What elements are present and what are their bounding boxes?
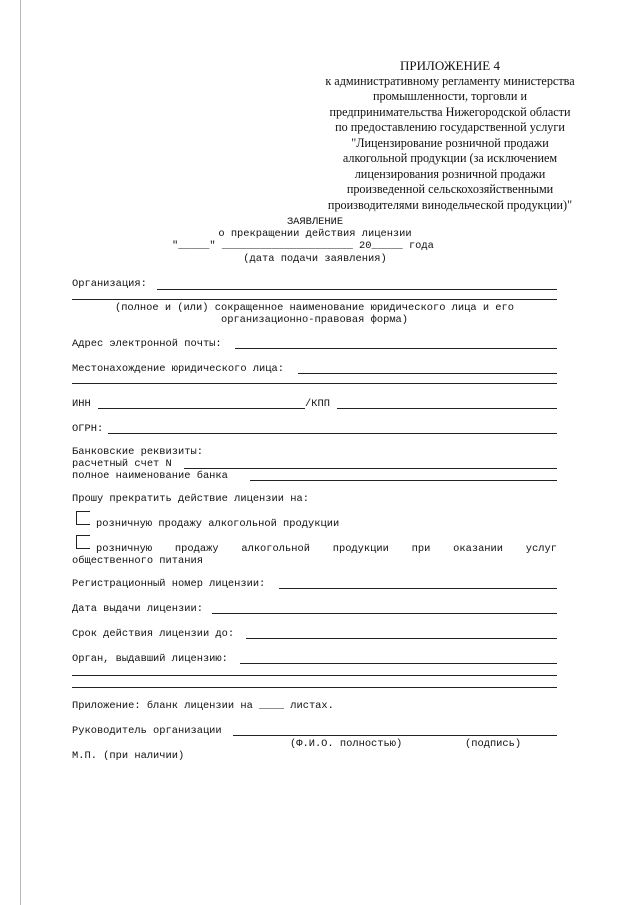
issue-date-label: Дата выдачи лицензии: [72,603,203,615]
head-field[interactable] [233,735,557,736]
account-label: расчетный счет N [72,458,172,470]
email-field[interactable] [235,348,557,349]
signature-caption: (подпись) [465,738,522,750]
scan-edge [20,0,21,905]
inn-field[interactable] [98,408,305,409]
bank-name-label: полное наименование банка [72,470,228,482]
date-line: "_____" _____________________ 20_____ года [172,240,434,252]
option-2-word: продукции [332,543,389,555]
ogrn-field[interactable] [108,433,557,434]
annex-line: к административному регламенту министерства [325,73,575,88]
location-label: Местонахождение юридического лица: [72,363,285,375]
annex-line: производителями винодельческой продукции)" [327,197,573,212]
request-label: Прошу прекратить действие лицензии на: [72,493,309,505]
date-caption: (дата подачи заявления) [243,253,387,265]
attachment-text: Приложение: бланк лицензии на ____ листах. [72,700,334,712]
option-2-checkbox[interactable] [76,535,90,549]
validity-label: Срок действия лицензии до: [72,628,235,640]
validity-field[interactable] [246,638,557,639]
annex-line: произведенной сельскохозяйственными [346,182,554,196]
bank-name-field[interactable] [250,480,557,481]
option-2-word: услуг [525,543,557,555]
issuer-field-2[interactable] [72,675,557,676]
reg-number-field[interactable] [279,588,557,589]
ogrn-label: ОГРН: [72,423,104,435]
org-caption: (полное и (или) сокращенное наименование юридического лица и его [114,302,515,314]
issuer-label: Орган, выдавший лицензию: [72,653,228,665]
option-2-word: оказании [453,543,504,555]
location-field[interactable] [298,373,557,374]
org-label: Организация: [72,278,147,290]
inn-label: ИНН [72,398,91,410]
kpp-label: /КПП [305,398,330,410]
annex-line: "Лицензирование розничной продажи [351,135,549,150]
annex-title: ПРИЛОЖЕНИЕ 4 [400,58,500,73]
bank-label: Банковские реквизиты: [72,446,203,458]
org-caption: организационно-правовая форма) [220,314,409,326]
option-1-checkbox[interactable] [76,511,90,525]
option-2-word: розничную [96,543,153,555]
option-2-label-line2: общественного питания [72,555,203,567]
option-1-label: розничную продажу алкогольной продукции [96,518,340,530]
head-label: Руководитель организации [72,725,222,737]
account-field[interactable] [184,468,557,469]
annex-block [300,58,600,213]
annex-line: предпринимательства Нижегородской области [329,104,571,119]
document-subtitle: о прекращении действия лицензии [218,228,412,240]
annex-line: по предоставлению государственной услуги [335,120,565,134]
fio-caption: (Ф.И.О. полностью) [290,738,403,750]
issuer-field[interactable] [240,663,557,664]
org-line-2[interactable] [72,299,557,300]
annex-line: лицензирования розничной продажи [354,166,546,181]
annex-line: алкогольной продукции (за исключением [342,151,558,165]
option-2-word: при [411,543,431,555]
reg-number-label: Регистрационный номер лицензии: [72,578,266,590]
kpp-field[interactable] [337,408,557,409]
issuer-field-3[interactable] [72,687,557,688]
annex-line: промышленности, торговли и [373,89,527,103]
org-line[interactable] [157,289,557,290]
email-label: Адрес электронной почты: [72,338,222,350]
option-2-word: продажу [174,543,219,555]
stamp-text: М.П. (при наличии) [72,750,185,762]
issue-date-field[interactable] [212,613,557,614]
option-2-word: алкогольной [241,543,310,555]
document-title: ЗАЯВЛЕНИЕ [286,216,344,228]
location-field-2[interactable] [72,383,557,384]
option-2-label [96,543,557,555]
